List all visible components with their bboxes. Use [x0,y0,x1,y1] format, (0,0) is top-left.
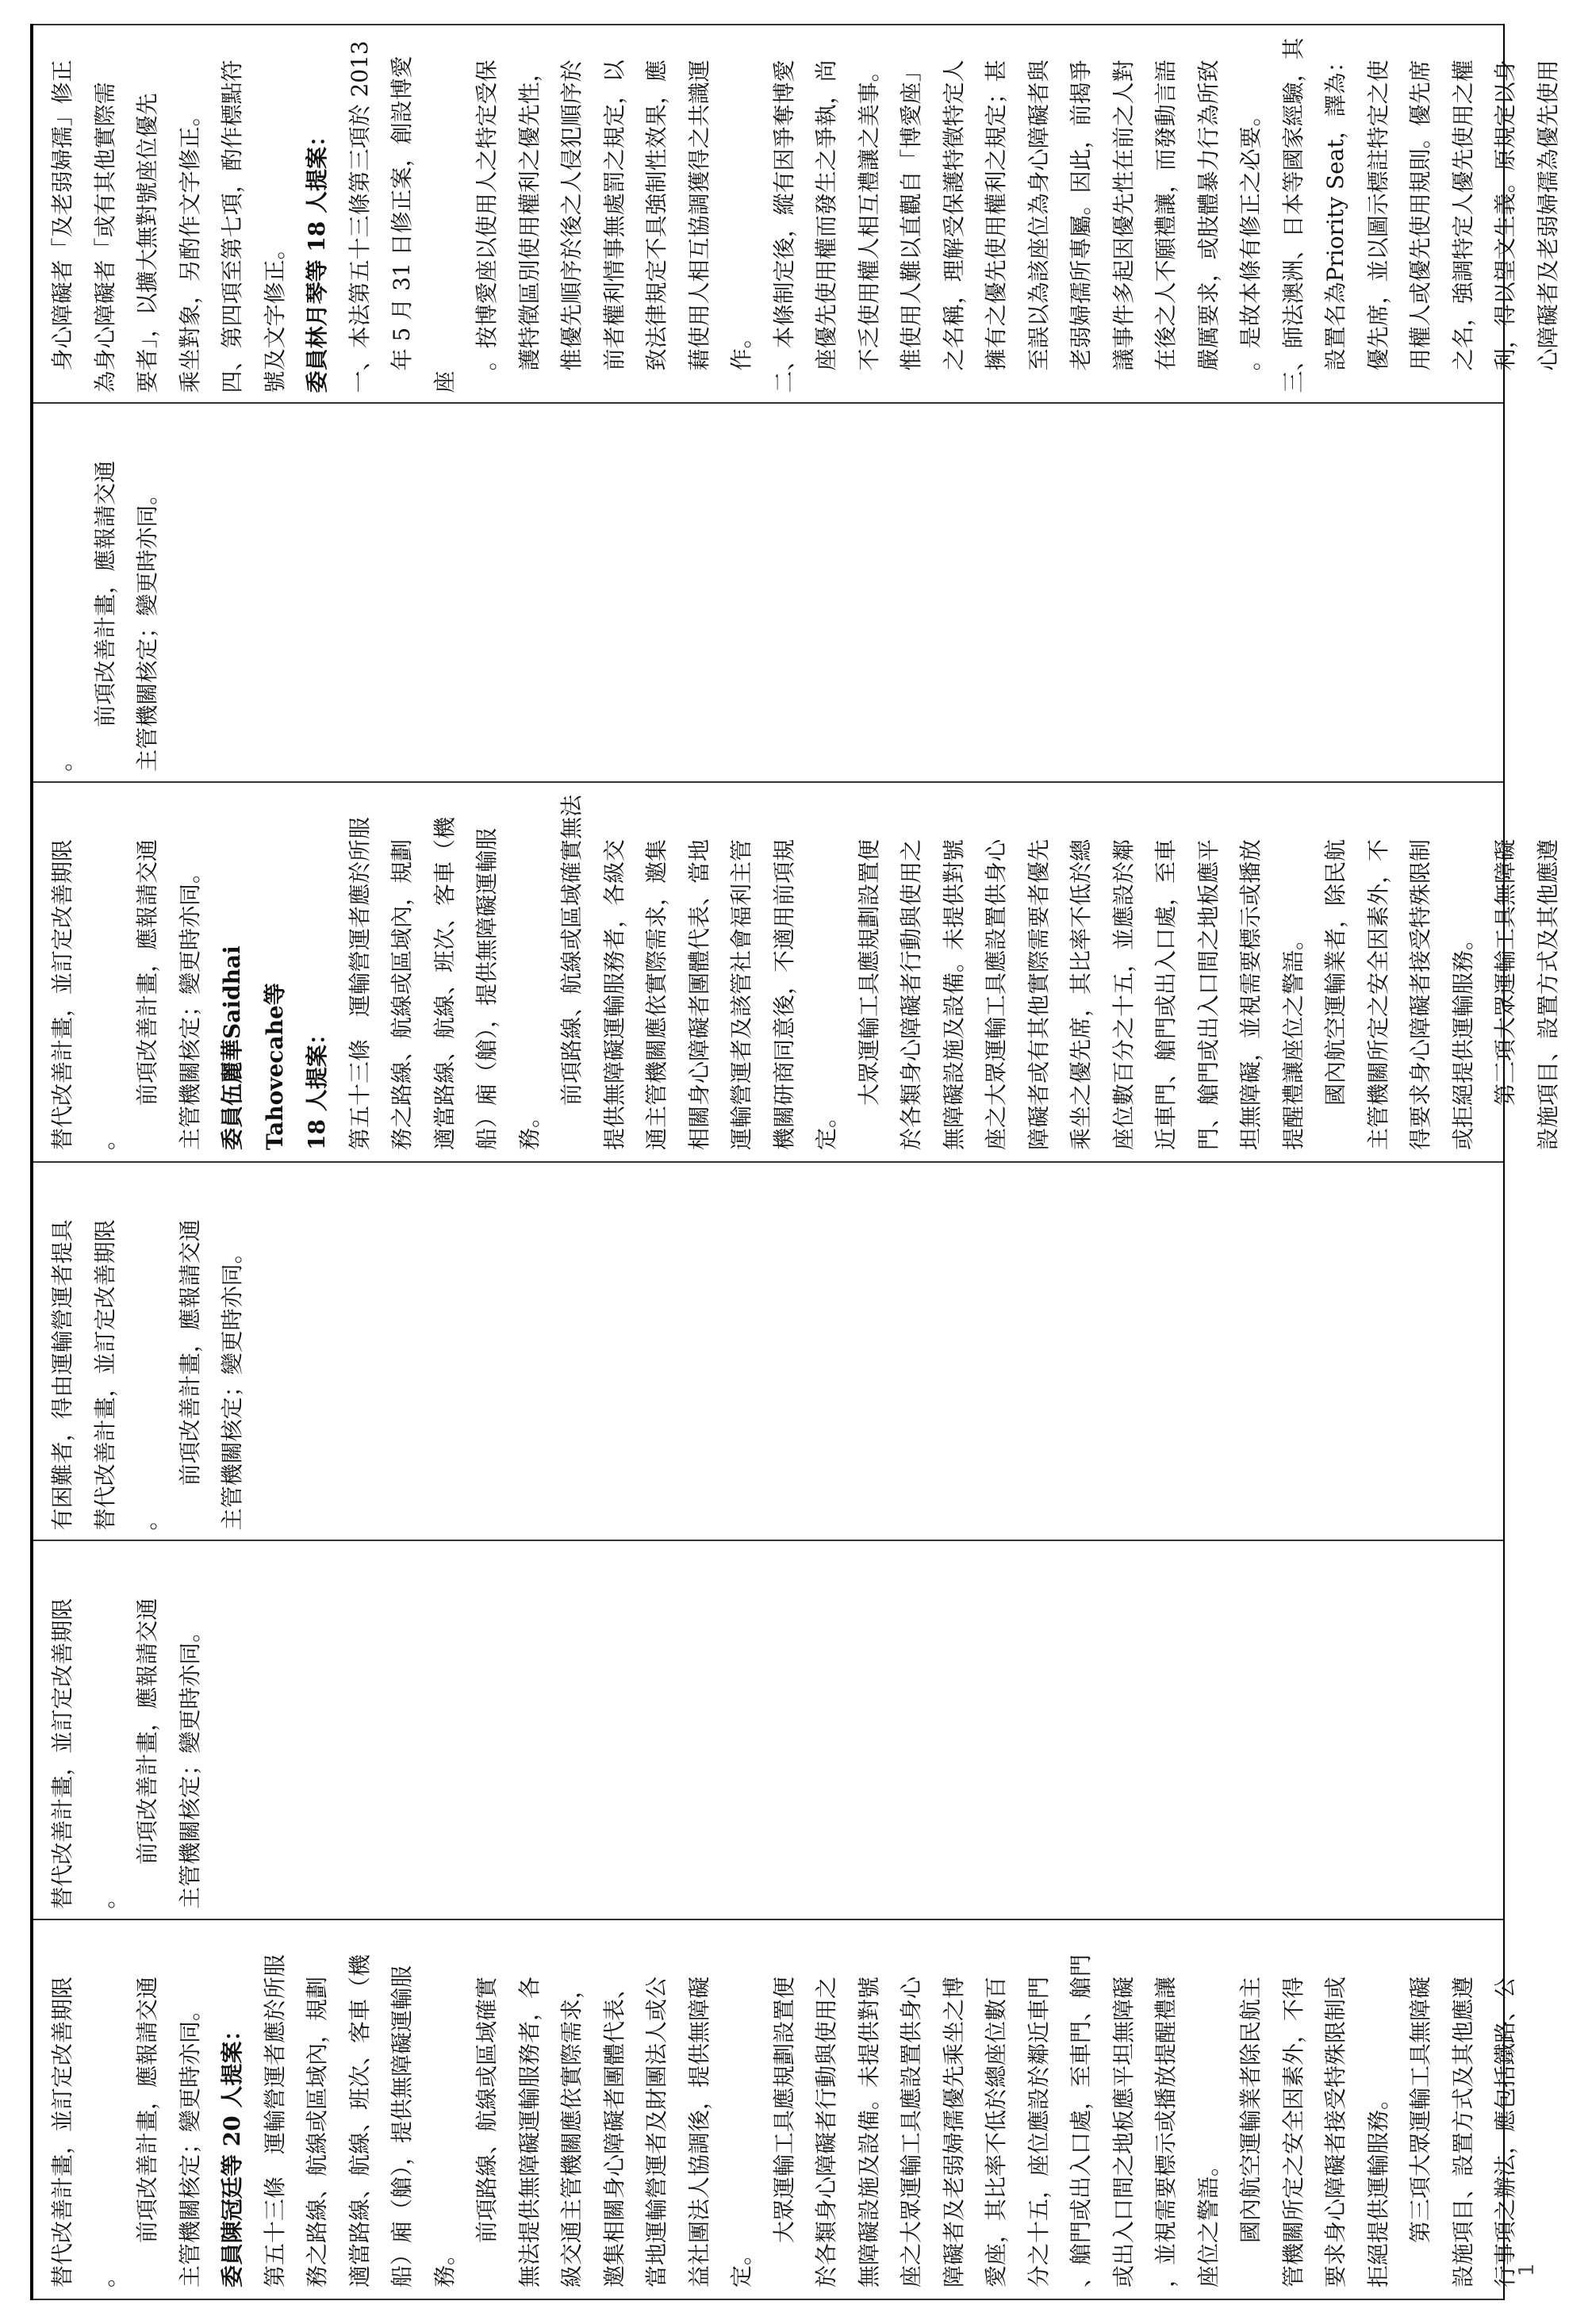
text-line: 。 [91,2265,118,2288]
text-line: 運輸營運者及該管社會福利主管 [728,838,754,1150]
text-line: 通主管機關應依實際需求，邀集 [643,838,669,1150]
text-line: 座優先使用權而發生之爭執，尚 [813,59,839,393]
text-line: 行事項之辦法，應包括鐵路、公 [1492,1976,1518,2288]
left-panel [33,1163,1518,2299]
text-line: 乘坐對象，另酌作文字修正。 [176,104,203,393]
text-line: 務之路線、航線或區域內，規劃 [304,1976,330,2288]
text-line: 座之大眾運輸工具應設置供身心 [898,1976,924,2288]
text-line: 替代改善計畫，並訂定改善期限 [91,1219,118,1531]
text-line: 適當路線、航線、班次、客車（機 [346,1954,373,2288]
page-number: 1 [1515,2263,1539,2276]
text-line: 船）廂（艙），提供無障礙運輸服 [389,1965,415,2288]
text-line: 藉使用人相互協調獲得之共識運 [685,59,712,393]
proposer-heading: 委員陳冠廷等 20 人提案： [219,2019,245,2288]
text-line: 、艙門或出入口處，至車門、艙門 [1068,1954,1094,2288]
text-line: 心障礙者及老弱婦孺為優先使用 [1534,59,1561,393]
text-line: 。 [49,749,75,772]
text-line: 之名稱，理解受保護特徵特定人 [940,59,967,393]
text-line: 第五十三條 運輸營運者應於所服 [261,1954,288,2288]
text-line: 於各類身心障礙者行動與使用之 [898,838,924,1150]
text-line: 號及文字修正。 [261,237,288,393]
text-line: 有困難者，得由運輸營運者提具 [49,1219,75,1531]
text-line: 前項路線、航線或區域確實 [474,1976,500,2288]
text-line: 惟使用人難以直觀自「博愛座」 [898,59,924,393]
text-line: 第三項大眾運輸工具無障礙 [1492,838,1518,1150]
text-line: 提供無障礙運輸服務者，各級交 [600,838,627,1150]
text-line: 身心障礙者「及老弱婦孺」修正 [49,59,75,393]
text-line: 船）廂（艙），提供無障礙運輸服 [474,827,500,1150]
text-line: 無法提供無障礙運輸服務者，各 [516,1976,543,2288]
text-line: 替代改善計畫，並訂定改善期限 [49,1597,75,1909]
text-line: 愛座，其比率不低於總座位數百 [983,1976,1009,2288]
right-panel [33,25,1561,1161]
text-line: 老弱婦孺所專屬。因此，前揭爭 [1068,59,1094,393]
text-line: 二、本條制定後，縱有因爭奪博愛 [770,59,797,393]
text-line: 座位數百分之十五，並應設於鄰 [1110,838,1137,1150]
text-line: 務。 [431,2242,458,2288]
text-line: ，並視需要標示或播放提醒禮讓 [1153,1976,1179,2288]
proposer-heading: 委員伍麗華Saidhai Tahovecahe等 [219,938,288,1150]
text-line: 主管機關核定；變更時亦同。 [176,1620,203,1909]
text-line: 務之路線、航線或區域內，規劃 [389,838,415,1150]
text-line: 要者」，以擴大無對號座位優先 [134,93,160,393]
proposer-heading: 委員林月琴等 18 人提案： [304,124,330,393]
explanation-column [33,25,1561,404]
text-line: 障礙者或有其他實際需要者優先 [1025,838,1052,1150]
column-divider [33,1919,1503,1920]
text-line: 益社團法人協調後，提供無障礙 [685,1976,712,2288]
text-line: 之名，強調特定人優先使用之權 [1449,59,1476,393]
text-line: 定。 [813,1105,839,1150]
text-line: 設施項目、設置方式及其他應遵 [1534,838,1561,1150]
text-line: 定。 [728,2242,754,2288]
text-line: 第三項大眾運輸工具無障礙 [1407,1976,1433,2288]
text-line: 拒絕提供運輸服務。 [1364,2087,1391,2288]
text-line: 門、艙門或出入口間之地板應平 [1195,838,1222,1150]
text-line: 主管機關核定；變更時亦同。 [134,482,160,772]
text-line: 護特徵區別使用權利之優先性， [516,59,543,393]
current-law-column [33,1541,1503,1919]
text-line: 乘坐之優先席，其比率不低於總 [1068,838,1094,1150]
text-line: 國內航空運輸業者除民航主 [1237,1976,1264,2288]
text-line: 於各類身心障礙者行動與使用之 [813,1976,839,2288]
text-line: 或出入口間之地板應平坦無障礙 [1110,1976,1137,2288]
text-line: 議事件多起因優先性在前之人對 [1110,59,1137,393]
text-line: 座之大眾運輸工具應設置供身心 [983,838,1009,1150]
text-line: 前項改善計畫，應報請交通 [134,1597,160,1909]
text-line: 設施項目、設置方式及其他應遵 [1449,1976,1476,2288]
text-line: 。 [91,1886,118,1909]
text-line: 。 [91,1127,118,1150]
text-line: 管機關所定之安全因素外，不得 [1279,1976,1306,2288]
text-line: 大眾運輸工具應規劃設置便 [770,1976,797,2288]
text-line: 前項改善計畫，應報請交通 [134,838,160,1150]
text-line: 當地運輸營運者及財團法人或公 [643,1976,669,2288]
text-line: 得要求身心障礙者接受特殊限制 [1407,838,1433,1150]
text-line: 前項改善計畫，應報請交通 [176,1219,203,1531]
text-line: 要求身心障礙者接受特殊限制或 [1322,1976,1348,2288]
text-line: 。 [134,1508,160,1531]
text-line: 第五十三條 運輸營運者應於所服 [346,816,373,1150]
text-line: 大眾運輸工具應規劃設置便 [855,838,882,1150]
text-line: 前項改善計畫，應報請交通 [134,1976,160,2288]
text-line: 無障礙設施及設備。未提供對號 [940,838,967,1150]
explanation-column [33,1163,1503,1541]
proposal-column [33,783,1561,1161]
proposer-heading: 18 人提案： [304,1022,330,1150]
text-line: 主管機關核定；變更時亦同。 [176,861,203,1150]
text-line: 嚴厲要求，或肢體暴力行為所致 [1195,59,1222,393]
text-line: 級交通主管機關應依實際需求， [558,1976,585,2288]
text-line: 障礙者及老弱婦孺優先乘坐之博 [940,1976,967,2288]
text-line: 惟優先順序於後之人侵犯順序於 [558,59,585,393]
text-line: 替代改善計畫，並訂定改善期限 [49,1976,75,2288]
column-divider [33,1540,1503,1541]
text-line: 主管機關所定之安全因素外，不 [1364,838,1391,1150]
column-divider [33,781,1503,783]
text-line: 擁有之優先使用權利之規定；甚 [983,59,1009,393]
text-line: 設置名為Priority Seat，譯為： [1322,50,1348,393]
text-line: 無障礙設施及設備。未提供對號 [855,1976,882,2288]
text-line: 務。 [516,1105,543,1150]
text-line: 一、本法第五十三條第三項於 2013 [346,40,373,393]
text-line: 。按博愛座以使用人之特定受保 [474,59,500,393]
text-line: 替代改善計畫，並訂定改善期限 [49,838,75,1150]
text-line: 四、第四項至第七項，酌作標點符 [219,59,245,393]
current-law-column [33,404,1503,782]
text-line: 。是故本條有修正之必要。 [1237,104,1264,393]
text-line: 相關身心障礙者團體代表、當地 [685,838,712,1150]
text-line: 前項改善計畫，應報請交通 [91,460,118,772]
text-line: 邀集相關身心障礙者團體代表、 [600,1976,627,2288]
text-line: 前者權利情事無處罰之規定，以 [600,59,627,393]
text-line: 座位之警語。 [1195,2153,1222,2288]
text-line: 近車門、艙門或出入口處，至車 [1153,838,1179,1150]
text-line: 用權人或優先使用規則。優先席 [1407,59,1433,393]
text-line: 適當路線、航線、班次、客車（機 [431,816,458,1150]
table-left-border [33,2299,1503,2300]
text-line: 在後之人不願禮讓，而發動言語 [1153,59,1179,393]
text-line: 至誤以為該座位為身心障礙者與 [1025,59,1052,393]
text-line: 為身心障礙者「或有其他實際需 [91,82,118,393]
text-line: 前項路線、航線或區域確實無法 [558,794,585,1150]
text-line: 坦無障礙，並視需要標示或播放 [1237,838,1264,1150]
text-line: 主管機關核定；變更時亦同。 [176,1998,203,2288]
text-line: 分之十五，座位應設於鄰近車門 [1025,1976,1052,2288]
column-divider [33,402,1503,404]
text-line: 利，得以望文生義。原規定以身 [1492,59,1518,393]
text-line: 主管機關核定；變更時亦同。 [219,1241,245,1531]
text-line: 優先席，並以圖示標註特定之使 [1364,59,1391,393]
text-line: 提醒禮讓座位之警語。 [1279,927,1306,1150]
text-line: 機關研商同意後，不適用前項規 [770,838,797,1150]
text-line: 不乏使用權人相互禮讓之美事。 [855,59,882,393]
proposal-column [33,1920,1518,2299]
text-line: 作。 [728,326,754,393]
text-line: 年 5 月 31 日修正案，創設博愛座 [389,56,458,393]
text-line: 國內航空運輸業者，除民航 [1322,838,1348,1150]
text-line: 致法律規定不具強制性效果，應 [643,59,669,393]
text-line: 或拒絕提供運輸服務。 [1449,927,1476,1150]
text-line: 三、師法澳洲、日本等國家經驗，其 [1279,37,1306,393]
